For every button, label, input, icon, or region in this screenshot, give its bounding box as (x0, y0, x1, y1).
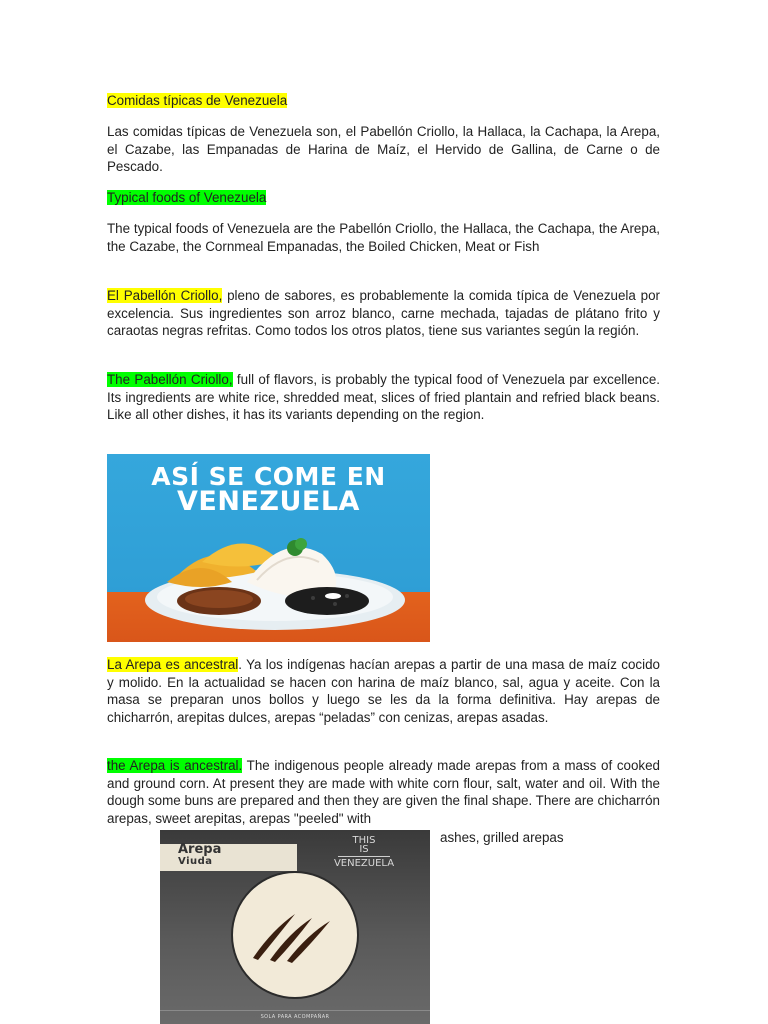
paragraph-pabellon-english (107, 371, 660, 424)
arepa-english-highlight: the Arepa is ancestral. (107, 758, 243, 773)
brand-line2: IS (359, 844, 369, 855)
arepa-label-line1: Arepa (178, 842, 222, 857)
brand-line1: THIS (352, 835, 376, 846)
brand-line3: VENEZUELA (333, 858, 395, 869)
caption-rule (160, 1010, 430, 1011)
arepa-spanish-highlight: La Arepa es ancestral (107, 657, 239, 672)
arepa-spanish-text: . Ya los indígenas hacían arepas a partir de una masa de maíz cocido y molido. En la actualidad se hacen con harina de maíz blanco, sal, agua y aceite. Con la masa se preparan unos bollos y luego se les da la forma definitiva. Hay arepas de chicharrón, arepitas dulces, arepas “peladas” con cenizas, arepas asadas. (107, 657, 660, 726)
heading-spanish-text: Comidas típicas de Venezuela (107, 93, 288, 108)
pabellon-english-highlight: The Pabellón Criollo, (107, 372, 233, 387)
illustration-title-line2: VENEZUELA (177, 486, 360, 517)
paragraph-intro-english: The typical foods of Venezuela are the Pabellón Criollo, the Hallaca, the Cachapa, the Arepa, the Cazabe, the Cornmeal Empanadas, the Boiled Chicken, Meat or Fish (107, 221, 660, 254)
pabellon-english-text: full of flavors, is probably the typical food of Venezuela par excellence. Its ingredients are white rice, shredded meat, slices of fried plantain and refried black beans. Like all other dishes, it has its variants depending on the region. (107, 372, 660, 423)
pabellon-spanish-text: pleno de sabores, es probablemente la comida típica de Venezuela por excelencia. Sus ingredientes son arroz blanco, carne mechada, tajadas de plátano frito y caraotas negras refritas. Como todos los otros platos, tiene sus variantes según la región. (107, 288, 660, 339)
arepa-caption: SOLA PARA ACOMPAÑAR (260, 1014, 330, 1020)
arepa-viuda-illustration (160, 830, 430, 1024)
paragraph-intro-spanish: Las comidas típicas de Venezuela son, el Pabellón Criollo, la Hallaca, la Cachapa, la Arepa, el Cazabe, las Empanadas de Harina de Maíz, el Hervido de Gallina, de Carne o de Pescado. (107, 124, 660, 175)
heading-spanish (107, 92, 660, 109)
paragraph-arepa-spanish (107, 656, 660, 727)
arepa-english-text: The indigenous people already made arepas from a mass of cooked and ground corn. At present they are made with white corn flour, salt, water and oil. With the dough some buns are prepared and then they are given the final shape. There are chicharrón arepas, sweet arepitas, arepas "peeled" with (107, 758, 660, 827)
heading-english (107, 189, 660, 206)
arepa-label-line2: Viuda (178, 856, 213, 867)
illustration-title-line1: ASÍ SE COME EN (151, 462, 386, 491)
arepa-english-trailing: ashes, grilled arepas (440, 830, 564, 845)
arepa-graphic (160, 830, 430, 1024)
heading-english-text: Typical foods of Venezuela (107, 190, 267, 205)
pabellon-illustration (107, 454, 430, 642)
paragraph-arepa-english (107, 757, 660, 828)
pabellon-spanish-highlight: El Pabellón Criollo, (107, 288, 223, 303)
paragraph-pabellon-spanish (107, 287, 660, 340)
